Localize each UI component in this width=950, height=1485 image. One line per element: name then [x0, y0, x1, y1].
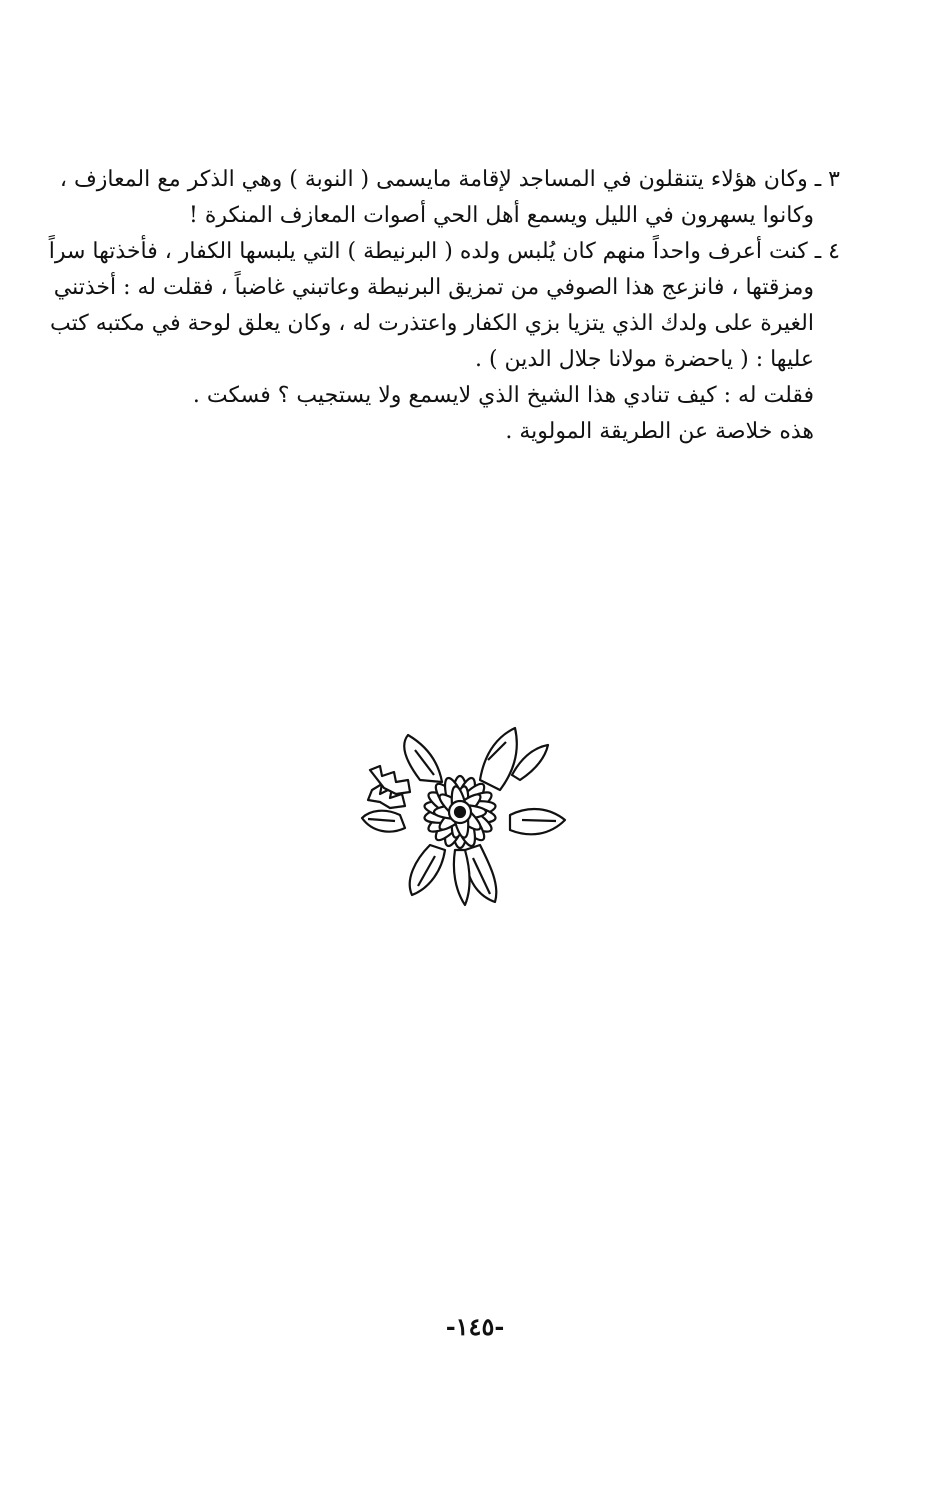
text-line: ومزقتها ، فانزعج هذا الصوفي من تمزيق البرنيطة وعاتبني غاضباً ، فقلت له : أخذتني [53, 275, 814, 300]
text-line: ٤ ـ كنت أعرف واحداً منهم كان يُلبس ولده ( البرنيطة ) التي يلبسها الكفار ، فأخذتها سراً [48, 239, 840, 264]
list-item-3 [59, 162, 840, 234]
text-line: الغيرة على ولدك الذي يتزيا بزي الكفار واعتذرت له ، وكان يعلق لوحة في مكتبه كتب [50, 311, 814, 336]
text-line: فقلت له : كيف تنادي هذا الشيخ الذي لايسمع ولا يستجيب ؟ فسكت . [192, 383, 814, 408]
text-line: هذه خلاصة عن الطريقة المولوية . [505, 419, 814, 444]
list-item-4 [48, 234, 840, 450]
text-line: ٣ ـ وكان هؤلاء يتنقلون في المساجد لإقامة مايسمى ( النوبة ) وهي الذكر مع المعازف ، [59, 167, 840, 192]
page-number: -١٤٥- [445, 1312, 505, 1341]
flower-ornament-icon [360, 720, 570, 910]
text-line: وكانوا يسهرون في الليل ويسمع أهل الحي أصوات المعازف المنكرة ! [188, 203, 814, 228]
body-text [48, 162, 840, 450]
text-line: عليها : ( ياحضرة مولانا جلال الدين ) . [474, 347, 814, 372]
